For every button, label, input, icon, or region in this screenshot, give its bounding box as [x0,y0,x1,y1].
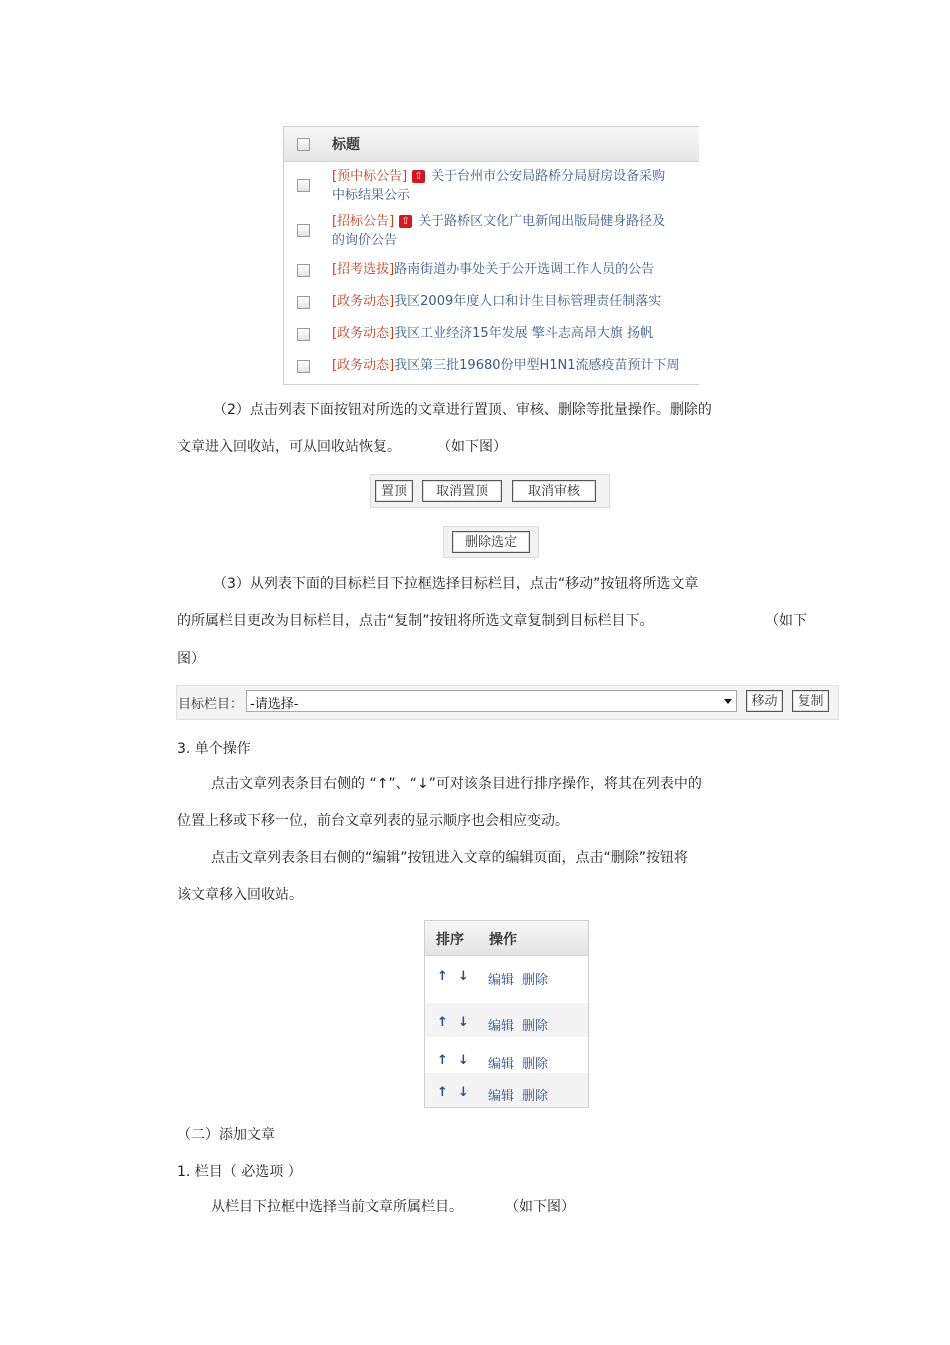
column-item-heading: 1. 栏目（ 必选项 ） [177,1164,302,1180]
row-checkbox[interactable] [297,264,310,277]
delete-link[interactable]: 删除 [522,1057,549,1072]
list-item[interactable] [284,167,699,205]
article-list-screenshot [283,126,699,385]
para2-note: （如下图） [437,439,507,455]
row-title[interactable]: 路南街道办事处关于公开选调工作人员的公告 [394,262,655,277]
row-title[interactable]: 我区工业经济15年发展 擎斗志高昂大旗 扬帆 [394,326,653,341]
row-checkbox[interactable] [297,296,310,309]
delete-link[interactable]: 删除 [522,1019,549,1034]
pin-button[interactable]: 置顶 [375,480,413,502]
sort-row [425,957,588,1001]
row-title-continued: 的询价公告 [332,233,398,248]
para3-line2: 的所属栏目更改为目标栏目，点击“复制”按钮将所选文章复制到目标栏目下。 [177,613,654,629]
move-down-arrow-icon[interactable]: ↓ [458,1015,469,1030]
para2-line1: （2）点击列表下面按钮对所选的文章进行置顶、审核、删除等批量操作。删除的 [213,402,712,418]
section3-heading: 3. 单个操作 [177,741,251,757]
move-down-arrow-icon[interactable]: ↓ [458,1085,469,1100]
sort-column-header: 排序 [436,932,464,948]
target-column-select[interactable] [246,690,737,712]
list-item[interactable] [284,260,699,282]
hot-badge-icon: ⇧ [412,170,425,183]
operation-column-header: 操作 [489,932,517,948]
row-checkbox[interactable] [297,328,310,341]
sort-operation-screenshot [424,920,589,1108]
row-category: [政务动态] [332,326,395,341]
sort-row [425,1041,588,1075]
move-down-arrow-icon[interactable]: ↓ [458,969,469,984]
para3-note-b: 图） [177,651,205,667]
copy-button[interactable]: 复制 [792,690,829,712]
edit-link[interactable]: 编辑 [488,1089,515,1104]
edit-link[interactable]: 编辑 [488,1019,515,1034]
move-down-arrow-icon[interactable]: ↓ [458,1053,469,1068]
sort-table-header [425,921,588,956]
row-category: [招考选拔] [332,262,395,277]
move-up-arrow-icon[interactable]: ↑ [437,1085,448,1100]
list-item[interactable] [284,212,699,250]
row-title[interactable]: 关于台州市公安局路桥分局厨房设备采购 [431,169,666,184]
section3-p2-line1: 点击文章列表条目右侧的“编辑”按钮进入文章的编辑页面，点击“删除”按钮将 [211,850,689,866]
move-up-arrow-icon[interactable]: ↑ [437,969,448,984]
para3-note-a: （如下 [765,613,807,629]
section3-p2-line2: 该文章移入回收站。 [177,887,303,903]
row-title-continued: 中标结果公示 [332,188,411,203]
move-up-arrow-icon[interactable]: ↑ [437,1015,448,1030]
para2-line2: 文章进入回收站，可从回收站恢复。 [177,439,401,455]
list-header [284,127,699,162]
edit-link[interactable]: 编辑 [488,1057,515,1072]
chevron-down-icon [724,699,732,704]
sort-row [425,1073,588,1107]
target-column-screenshot [176,685,839,720]
row-title[interactable]: 关于路桥区文化广电新闻出版局健身路径及 [418,214,666,229]
list-item[interactable] [284,324,699,346]
list-header-title: 标题 [332,137,360,153]
row-title[interactable]: 我区2009年度人口和计生目标管理责任制落实 [394,294,662,309]
row-category: [政务动态] [332,358,395,373]
row-checkbox[interactable] [297,179,310,192]
batch-buttons-screenshot [370,474,610,508]
delete-link[interactable]: 删除 [522,1089,549,1104]
edit-link[interactable]: 编辑 [488,973,515,988]
section3-p1-line2: 位置上移或下移一位，前台文章列表的显示顺序也会相应变动。 [177,813,569,829]
select-all-checkbox[interactable] [297,138,310,151]
column-item-note: （如下图） [505,1199,575,1215]
row-category: [预中标公告] [332,169,408,184]
delete-link[interactable]: 删除 [522,973,549,988]
section3-p1-line1: 点击文章列表条目右侧的 “↑”、“↓”可对该条目进行排序操作，将其在列表中的 [211,776,702,792]
list-item[interactable] [284,292,699,314]
row-checkbox[interactable] [297,360,310,373]
row-title[interactable]: 我区第三批19680份甲型H1N1流感疫苗预计下周 [394,358,680,373]
row-checkbox[interactable] [297,224,310,237]
delete-button-screenshot [443,526,539,558]
hot-badge-icon: ⇧ [399,215,412,228]
select-value: -请选择- [250,697,299,712]
move-button[interactable]: 移动 [746,690,783,712]
move-up-arrow-icon[interactable]: ↑ [437,1053,448,1068]
add-article-heading: （二）添加文章 [177,1127,275,1143]
unpin-button[interactable]: 取消置顶 [422,480,502,502]
target-column-label: 目标栏目： [178,697,244,712]
unreview-button[interactable]: 取消审核 [512,480,596,502]
para3-line1: （3）从列表下面的目标栏目下拉框选择目标栏目，点击“移动”按钮将所选文章 [213,576,699,592]
list-item[interactable] [284,356,699,378]
row-category: [政务动态] [332,294,395,309]
column-item-desc: 从栏目下拉框中选择当前文章所属栏目。 [211,1199,463,1215]
sort-row [425,1003,588,1037]
delete-selected-button[interactable]: 删除选定 [452,531,530,553]
row-category: [招标公告] [332,214,395,229]
